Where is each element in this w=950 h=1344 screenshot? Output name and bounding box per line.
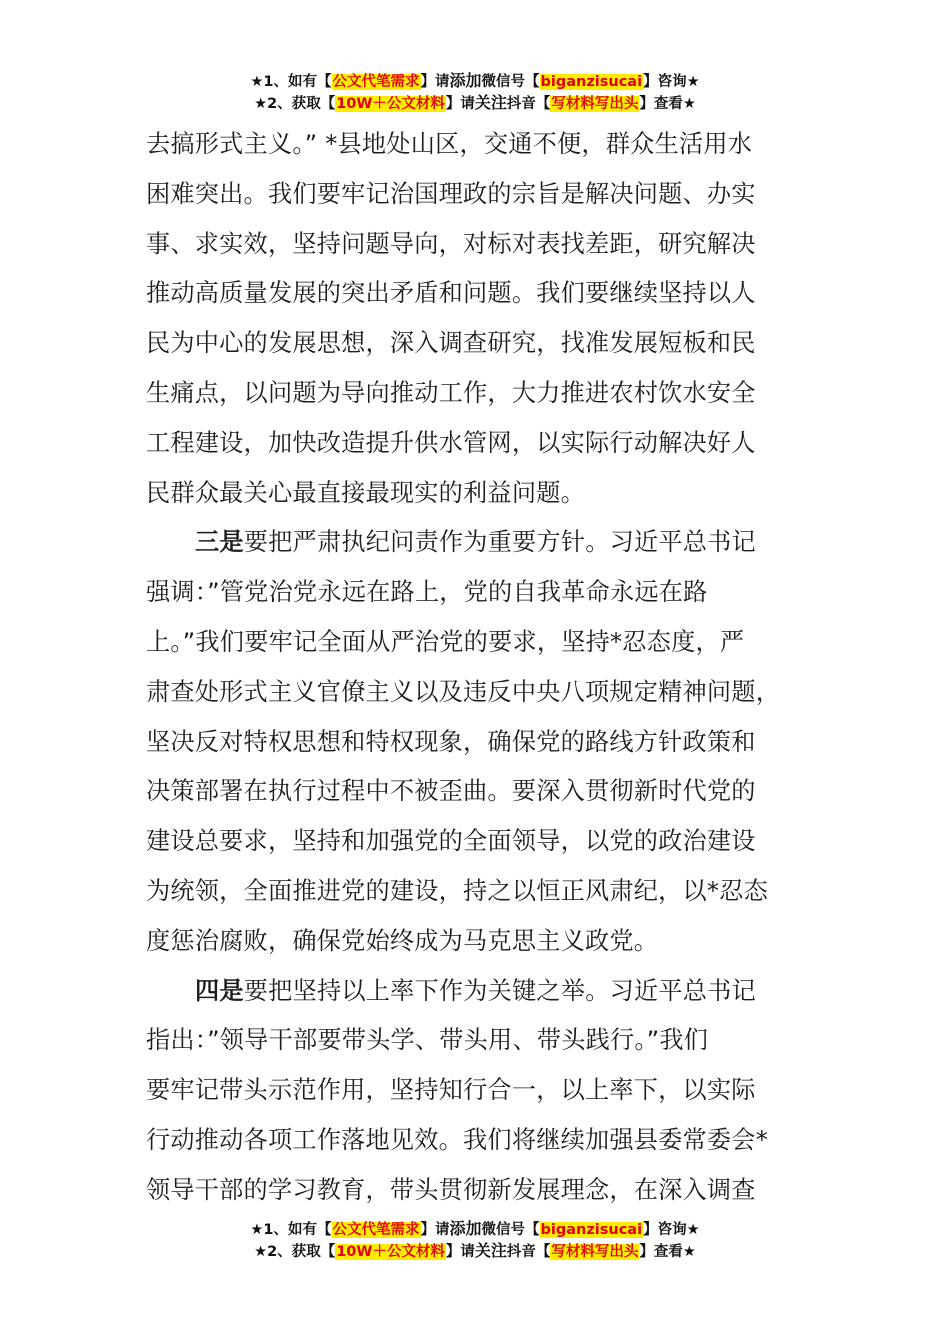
text-line [146,618,806,668]
text-line [146,469,806,519]
text-line [146,917,806,967]
paragraph-start-line [146,518,806,568]
highlight-wechat-id: biganzisucai [540,1222,643,1238]
text-line [146,767,806,817]
line-text: 为统领，全面推进党的建设，持之以恒正风肃纪，以*忍态 [146,876,768,905]
text-line [146,319,806,369]
line-text: 民为中心的发展思想，深入调查研究，找准发展短板和民 [146,329,756,358]
text-line [146,369,806,419]
line-text: 强调：”管党治党永远在路上，党的自我革命永远在路 [146,578,708,607]
paragraph-lead: 三是 [195,528,244,557]
line-text: 事、求实效，坚持问题导向，对标对表找差距，研究解决 [146,229,756,258]
text-line [146,1016,806,1066]
document-body [146,120,806,1216]
highlight-wechat-id: biganzisucai [540,74,643,90]
banner-line-2: ★2、获取【10W＋公文材料】请关注抖音【写材料写出头】查看★ [254,93,696,112]
text-line [146,668,806,718]
highlight-douyin-account: 写材料写出头 [551,96,639,112]
text-line [146,170,806,220]
line-text: 困难突出。我们要牢记治国理政的宗旨是解决问题、办实 [146,179,756,208]
text-line [146,120,806,170]
text-line [146,1116,806,1166]
text-line [146,220,806,270]
line-text: 要牢记带头示范作用，坚持知行合一，以上率下，以实际 [146,1076,756,1105]
text-line [146,867,806,917]
highlight-douyin-account: 写材料写出头 [551,1244,639,1260]
line-text: 肃查处形式主义官僚主义以及违反中央八项规定精神问题， [146,677,781,706]
highlight-writing-service: 公文代笔需求 [332,1222,420,1238]
text-line [146,817,806,867]
banner-line-1: ★1、如有【公文代笔需求】请添加微信号【biganzisucai】咨询★ [250,71,700,90]
banner-line-1: ★1、如有【公文代笔需求】请添加微信号【biganzisucai】咨询★ [250,1219,700,1238]
text-line [146,1066,806,1116]
footer-banner [0,1218,950,1262]
line-text: 工程建设，加快改造提升供水管网，以实际行动解决好人 [146,428,756,457]
highlight-writing-service: 公文代笔需求 [332,74,420,90]
line-text: 民群众最关心最直接最现实的利益问题。 [146,478,585,507]
banner-line-2: ★2、获取【10W＋公文材料】请关注抖音【写材料写出头】查看★ [254,1241,696,1260]
line-text: 度惩治腐败，确保党始终成为马克思主义政党。 [146,926,659,955]
line-text: 指出：”领导干部要带头学、带头用、带头践行。”我们 [146,1026,709,1055]
text-line [146,568,806,618]
highlight-materials: 10W＋公文材料 [336,1244,445,1260]
text-line [146,269,806,319]
line-text: 推动高质量发展的突出矛盾和问题。我们要继续坚持以人 [146,279,756,308]
paragraph-lead: 四是 [195,976,244,1005]
line-text: 要把严肃执纪问责作为重要方针。习近平总书记 [243,528,756,557]
highlight-materials: 10W＋公文材料 [336,96,445,112]
line-text: 决策部署在执行过程中不被歪曲。要深入贯彻新时代党的 [146,777,756,806]
header-banner [0,70,950,114]
line-text: 建设总要求，坚持和加强党的全面领导，以党的政治建设 [146,827,756,856]
text-line [146,718,806,768]
line-text: 上。”我们要牢记全面从严治党的要求，坚持*忍态度，严 [146,627,745,656]
paragraph-start-line [146,967,806,1017]
line-text: 坚决反对特权思想和特权现象，确保党的路线方针政策和 [146,727,756,756]
text-line [146,419,806,469]
line-text: 去搞形式主义。” *县地处山区，交通不便，群众生活用水 [146,130,753,158]
line-text: 要把坚持以上率下作为关键之举。习近平总书记 [243,976,756,1005]
line-text: 行动推动各项工作落地见效。我们将继续加强县委常委会* [146,1125,768,1154]
line-text: 领导干部的学习教育，带头贯彻新发展理念，在深入调查 [146,1175,756,1204]
text-line [146,1166,806,1216]
line-text: 生痛点，以问题为导向推动工作，大力推进农村饮水安全 [146,378,756,407]
